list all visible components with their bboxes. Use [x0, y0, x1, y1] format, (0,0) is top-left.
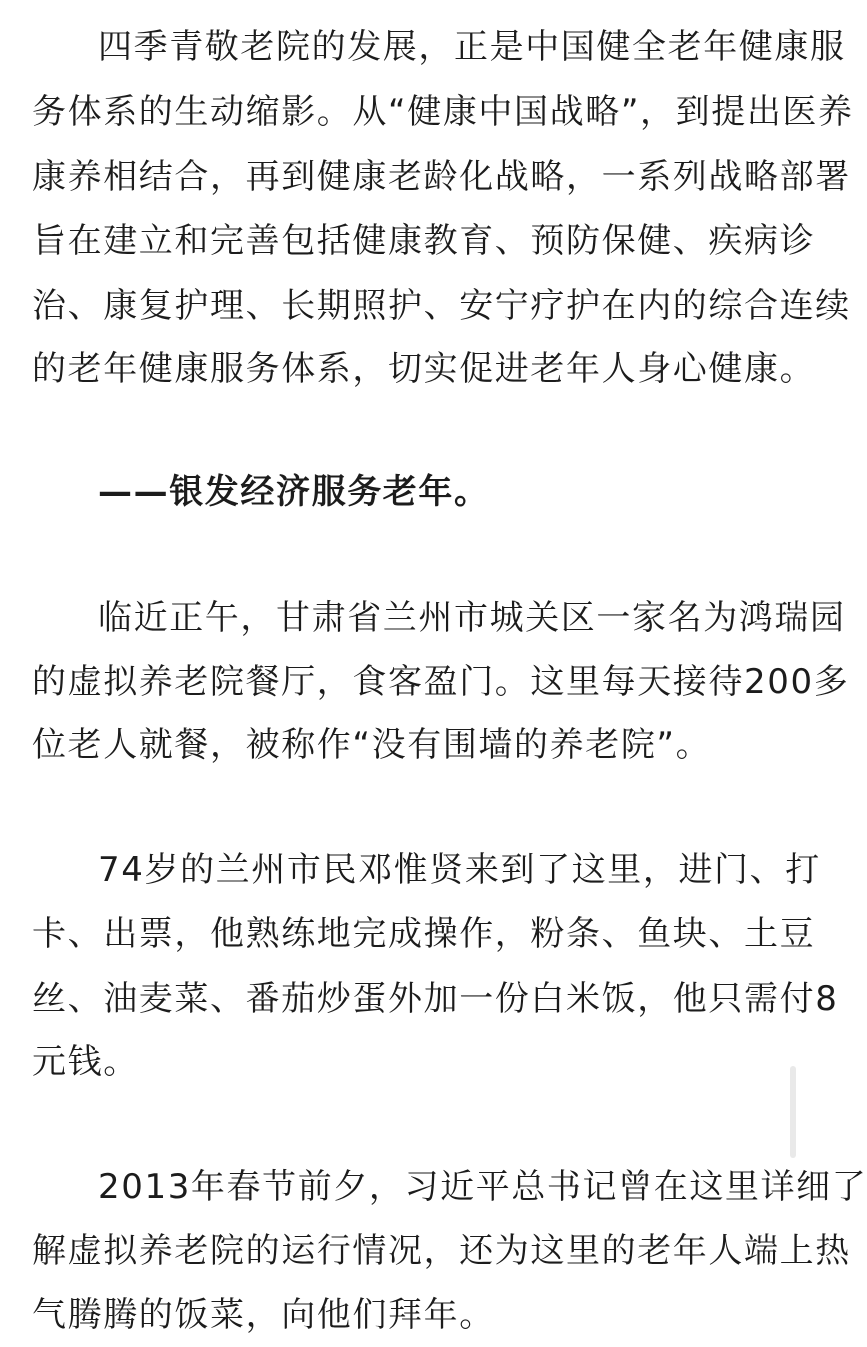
paragraph-4-line-2: 卡、出票，他熟练地完成操作，粉条、鱼块、土豆: [32, 914, 816, 954]
paragraph-1-line-3: 康养相结合，再到健康老龄化战略，一系列战略部署: [32, 157, 851, 197]
section-heading: ——银发经济服务老年。: [98, 472, 490, 512]
paragraph-5-line-2: 解虚拟养老院的运行情况，还为这里的老年人端上热: [32, 1231, 851, 1271]
paragraph-5-line-1: 2013年春节前夕，习近平总书记曾在这里详细了: [98, 1167, 867, 1207]
scrollbar-thumb[interactable]: [790, 1066, 796, 1158]
paragraph-3-line-1: 临近正午，甘肃省兰州市城关区一家名为鸿瑞园: [98, 598, 846, 638]
paragraph-5-line-3: 气腾腾的饭菜，向他们拜年。: [32, 1295, 495, 1335]
paragraph-4-line-1: 74岁的兰州市民邓惟贤来到了这里，进门、打: [98, 850, 821, 890]
paragraph-4-line-4: 元钱。: [32, 1042, 139, 1082]
paragraph-1-line-6: 的老年健康服务体系，切实促进老年人身心健康。: [32, 349, 816, 389]
paragraph-4-line-3: 丝、油麦菜、番茄炒蛋外加一份白米饭，他只需付8: [32, 979, 839, 1019]
paragraph-3-line-3: 位老人就餐，被称作“没有围墙的养老院”。: [32, 725, 712, 765]
paragraph-3-line-2: 的虚拟养老院餐厅，食客盈门。这里每天接待200多: [32, 662, 850, 702]
paragraph-1-line-5: 治、康复护理、长期照护、安宁疗护在内的综合连续: [32, 286, 851, 326]
paragraph-1-line-4: 旨在建立和完善包括健康教育、预防保健、疾病诊: [32, 221, 816, 261]
paragraph-1-line-2: 务体系的生动缩影。从“健康中国战略”，到提出医养: [32, 92, 854, 132]
paragraph-1-line-1: 四季青敬老院的发展，正是中国健全老年健康服: [98, 27, 846, 67]
